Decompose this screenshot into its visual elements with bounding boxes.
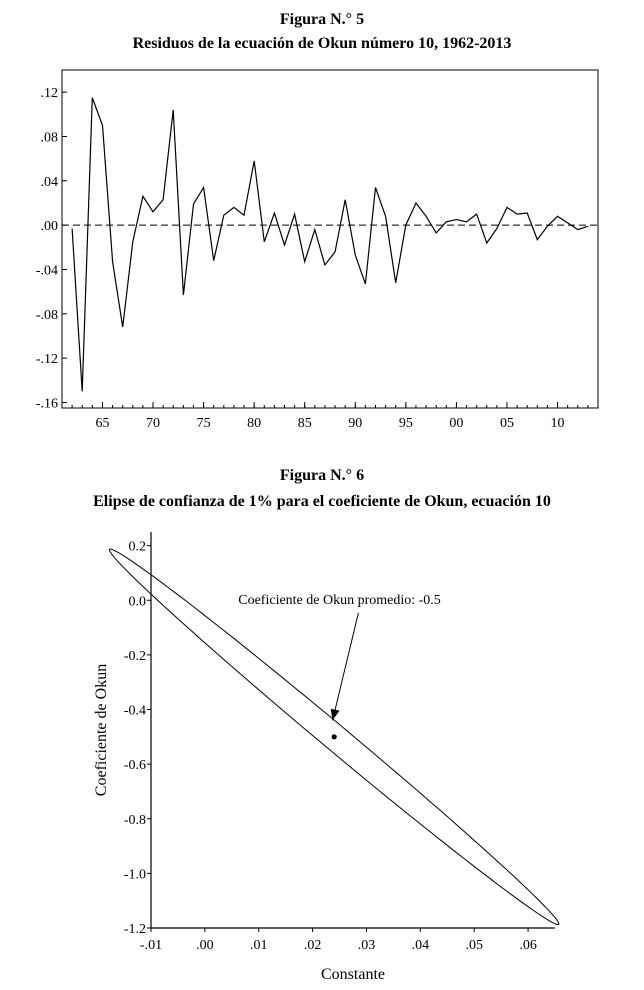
y-axis-label: Coeficiente de Okun bbox=[93, 663, 110, 797]
y-tick-label: .00 bbox=[40, 219, 58, 235]
x-tick-label: 70 bbox=[146, 416, 161, 431]
y-tick-label: -1.0 bbox=[123, 867, 146, 883]
x-tick-label: 75 bbox=[196, 416, 211, 431]
y-tick-label: -0.8 bbox=[123, 812, 146, 828]
figure6-number: Figura N.° 6 bbox=[279, 467, 365, 484]
x-tick-label: 05 bbox=[499, 416, 514, 431]
x-tick-label: 95 bbox=[398, 416, 413, 431]
x-tick-label: .03 bbox=[357, 938, 376, 953]
y-tick-label: -0.6 bbox=[123, 758, 146, 774]
figure6-title: Elipse de confianza de 1% para el coeficiente de Okun, ecuación 10 bbox=[93, 493, 551, 510]
annotation-arrow-line bbox=[333, 613, 359, 721]
x-tick-label: 00 bbox=[449, 416, 464, 431]
y-tick-label: -.04 bbox=[35, 263, 58, 279]
y-tick-label: .12 bbox=[40, 86, 58, 102]
x-tick-label: .00 bbox=[196, 938, 214, 953]
x-axis-label: Constante bbox=[321, 966, 385, 983]
figure5-title: Residuos de la ecuación de Okun número 10, 1962-2013 bbox=[132, 35, 512, 52]
y-tick-label: -1.2 bbox=[123, 922, 146, 937]
y-tick-label: .08 bbox=[40, 130, 58, 146]
x-tick-label: .02 bbox=[303, 938, 322, 953]
y-tick-label: .04 bbox=[40, 174, 58, 190]
y-tick-label: 0.0 bbox=[128, 594, 146, 610]
x-tick-label: -.01 bbox=[139, 938, 163, 953]
x-tick-label: 65 bbox=[95, 416, 110, 431]
annotation-label: Coeficiente de Okun promedio: -0.5 bbox=[238, 592, 441, 608]
y-tick-label: 0.2 bbox=[128, 539, 146, 555]
y-tick-label: -0.4 bbox=[123, 703, 146, 719]
y-tick-label: -0.2 bbox=[123, 648, 146, 664]
point-estimate-dot bbox=[332, 734, 337, 739]
x-tick-label: .04 bbox=[411, 938, 430, 953]
figure5-number: Figura N.° 5 bbox=[279, 11, 365, 28]
x-tick-label: 90 bbox=[348, 416, 363, 431]
x-tick-label: 80 bbox=[247, 416, 262, 431]
x-tick-label: .06 bbox=[519, 938, 537, 953]
x-tick-label: 85 bbox=[297, 416, 312, 431]
y-tick-label: -.08 bbox=[35, 307, 58, 323]
x-tick-label: .05 bbox=[465, 938, 483, 953]
y-tick-label: -.16 bbox=[35, 396, 58, 412]
y-tick-label: -.12 bbox=[35, 352, 58, 368]
x-tick-label: 10 bbox=[550, 416, 565, 431]
x-tick-label: .01 bbox=[249, 938, 268, 953]
